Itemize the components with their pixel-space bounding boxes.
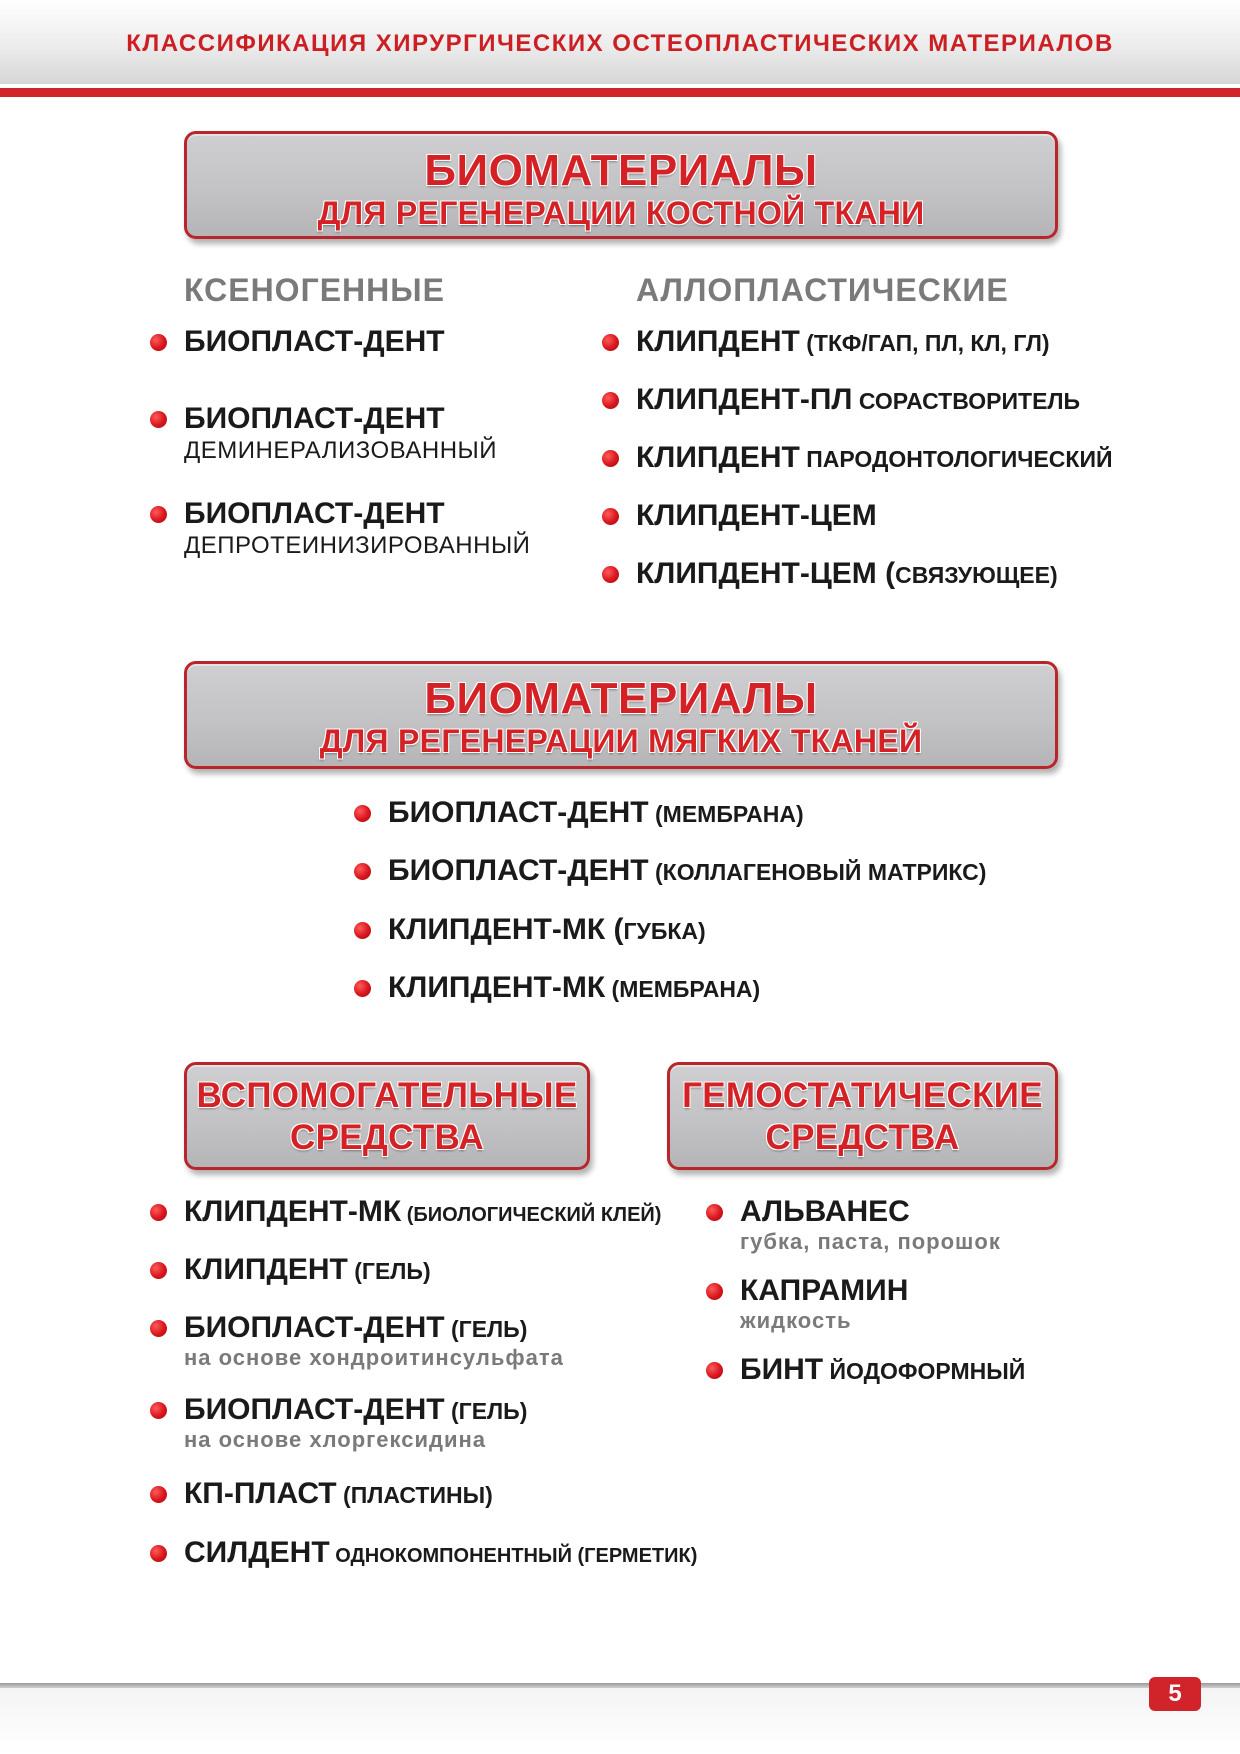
bullet-icon [602,508,619,525]
soft-banner-subtitle: ДЛЯ РЕГЕНЕРАЦИИ МЯГКИХ ТКАНЕЙ [319,723,923,759]
list-item [184,1311,564,1371]
product-name: БИОПЛАСТ-ДЕНТ [184,497,445,530]
product-name: КЛИПДЕНТ-ЦЕМ [636,499,877,532]
bullet-icon [150,1402,167,1419]
bullet-icon [602,450,619,467]
product-name: КЛИПДЕНТ-ПЛ [636,383,853,416]
auxiliary-banner-title-line2: СРЕДСТВА [290,1118,484,1157]
list-item [636,441,1113,475]
product-name: АЛЬВАНЕС [740,1195,910,1228]
product-subtitle: ДЕПРОТЕИНИЗИРОВАННЫЙ [184,532,531,559]
product-name: КЛИПДЕНТ [636,325,800,358]
bone-banner-subtitle: ДЛЯ РЕГЕНЕРАЦИИ КОСТНОЙ ТКАНИ [317,195,925,231]
list-item [636,325,1050,359]
bullet-icon [150,1204,167,1221]
list-item [184,1195,661,1229]
product-name: БИОПЛАСТ-ДЕНТ [388,796,649,829]
list-item [184,1536,697,1570]
bullet-icon [706,1204,723,1221]
product-description: на основе хондроитинсульфата [184,1345,564,1370]
product-note: ГУБКА) [623,918,706,944]
product-note: (МЕМБРАНА) [648,801,804,827]
bullet-icon [354,863,371,880]
hemostatic-banner-title-line2: СРЕДСТВА [765,1118,960,1157]
list-item [740,1274,908,1334]
page-header-title: КЛАССИФИКАЦИЯ ХИРУРГИЧЕСКИХ ОСТЕОПЛАСТИЧЕСКИХ МАТЕРИАЛОВ [126,30,1114,57]
product-description: на основе хлоргексидина [184,1427,487,1452]
bullet-icon [354,805,371,822]
list-item [388,913,706,947]
hemostatic-banner-title: ГЕМОСТАТИЧЕСКИЕ [682,1076,1043,1115]
bullet-icon [602,566,619,583]
product-name: КП-ПЛАСТ [184,1477,337,1510]
header-divider [0,88,1240,97]
soft-tissue-banner [184,661,1058,769]
product-name: КАПРАМИН [740,1274,909,1307]
bullet-icon [706,1362,723,1379]
list-item [636,557,1058,591]
product-name: КЛИПДЕНТ-ЦЕМ ( [636,557,896,590]
product-description: жидкость [740,1308,852,1333]
product-name: КЛИПДЕНТ [636,441,800,474]
product-note: (ПЛАСТИНЫ) [336,1482,493,1508]
footer-band [0,1688,1240,1754]
list-item [184,497,530,561]
alloplastic-heading: АЛЛОПЛАСТИЧЕСКИЕ [636,272,1009,308]
auxiliary-banner-title: ВСПОМОГАТЕЛЬНЫЕ [196,1076,578,1115]
auxiliary-banner [184,1062,590,1170]
bullet-icon [354,922,371,939]
list-item [184,1477,493,1511]
list-item [388,796,804,830]
product-note: (МЕМБРАНА) [605,976,761,1002]
bullet-icon [150,334,167,351]
list-item [388,854,986,888]
product-name: БИОПЛАСТ-ДЕНТ [184,1393,445,1426]
bullet-icon [150,1486,167,1503]
bullet-icon [602,392,619,409]
bone-banner-title: БИОМАТЕРИАЛЫ [424,146,818,195]
page-number-badge: 5 [1149,1677,1201,1711]
product-note: СОРАСТВОРИТЕЛЬ [852,388,1081,414]
product-note: (КОЛЛАГЕНОВЫЙ МАТРИКС) [648,859,987,885]
list-item [184,402,497,466]
list-item [740,1353,1025,1387]
list-item [740,1195,1001,1255]
bullet-icon [706,1283,723,1300]
bullet-icon [602,334,619,351]
list-item [184,1393,527,1453]
list-item [184,325,445,359]
list-item [184,1253,431,1287]
xenogenic-heading: КСЕНОГЕННЫЕ [184,272,445,308]
hemostatic-banner [667,1062,1058,1170]
product-description: губка, паста, порошок [740,1229,1001,1254]
bullet-icon [150,411,167,428]
product-name: БИОПЛАСТ-ДЕНТ [388,854,649,887]
product-name: БИОПЛАСТ-ДЕНТ [184,1311,445,1344]
product-note: ПАРОДОНТОЛОГИЧЕСКИЙ [799,446,1113,472]
product-note: (ТКФ/ГАП, ПЛ, КЛ, ГЛ) [799,330,1050,356]
product-note: СВЯЗУЮЩЕЕ) [895,562,1058,588]
product-name: КЛИПДЕНТ-МК [184,1195,402,1228]
bone-banner [184,131,1058,239]
list-item [636,383,1080,417]
product-note: ОДНОКОМПОНЕНТНЫЙ (ГЕРМЕТИК) [329,1545,698,1567]
list-item [636,499,877,533]
product-name: СИЛДЕНТ [184,1536,330,1569]
bullet-icon [150,506,167,523]
product-name: БИНТ [740,1353,824,1386]
product-name: КЛИПДЕНТ-МК ( [388,913,624,946]
bullet-icon [354,980,371,997]
product-name: БИОПЛАСТ-ДЕНТ [184,402,445,435]
product-note: (ГЕЛЬ) [444,1316,528,1342]
list-item [388,971,760,1005]
product-note: (БИОЛОГИЧЕСКИЙ КЛЕЙ) [401,1204,662,1226]
product-note: ЙОДОФОРМНЫЙ [823,1358,1026,1384]
product-name: КЛИПДЕНТ [184,1253,348,1286]
product-note: (ГЕЛЬ) [444,1398,528,1424]
product-name: КЛИПДЕНТ-МК [388,971,606,1004]
product-name: БИОПЛАСТ-ДЕНТ [184,325,445,358]
bullet-icon [150,1262,167,1279]
product-note: (ГЕЛЬ) [347,1258,431,1284]
product-subtitle: ДЕМИНЕРАЛИЗОВАННЫЙ [184,437,498,464]
soft-banner-title: БИОМАТЕРИАЛЫ [424,674,818,723]
bullet-icon [150,1320,167,1337]
bullet-icon [150,1545,167,1562]
